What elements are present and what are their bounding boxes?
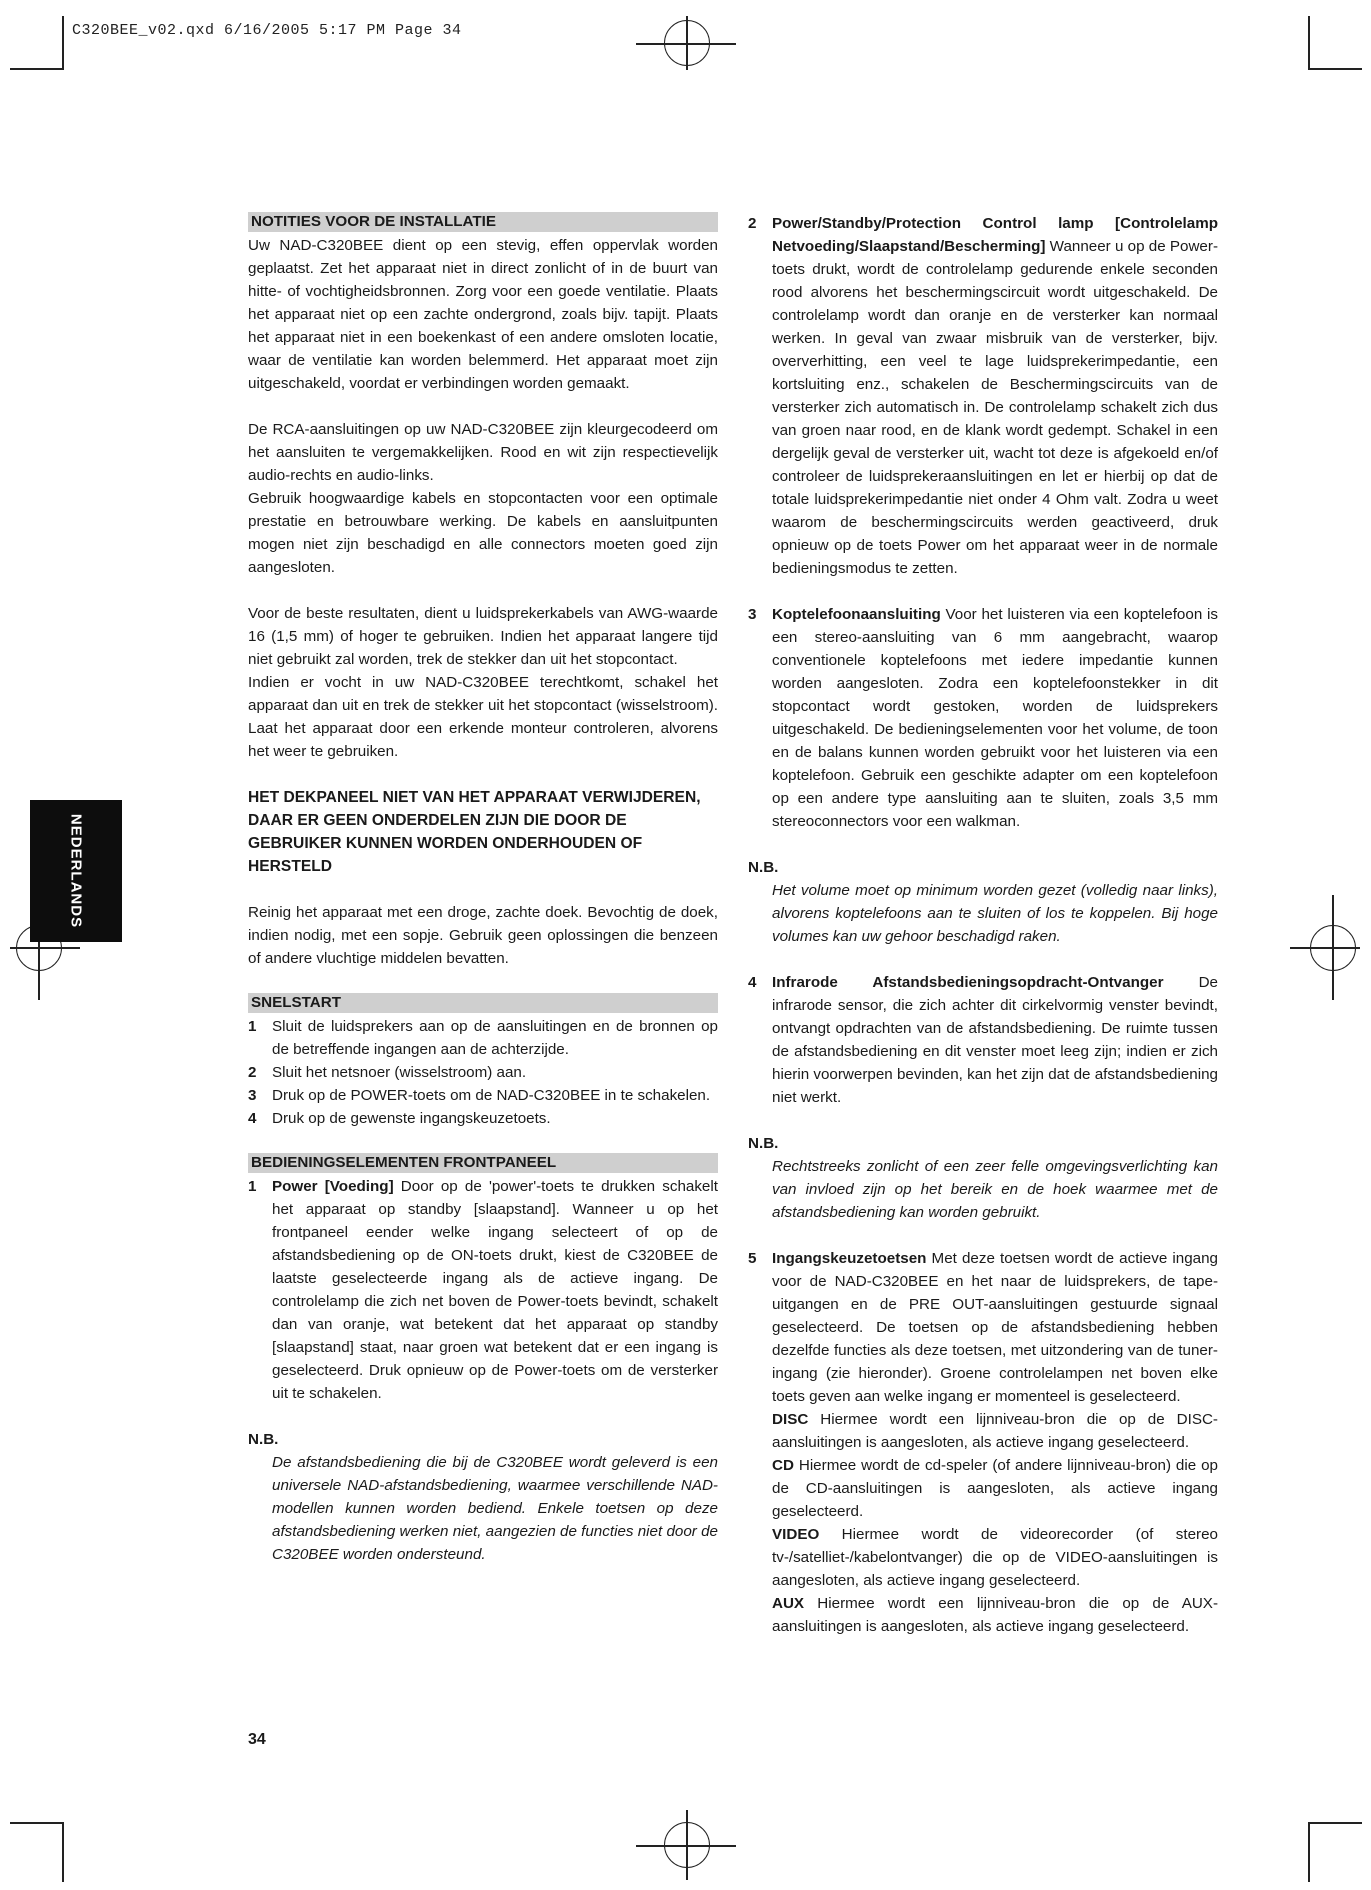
paragraph: De RCA-aansluitingen op uw NAD-C320BEE zijn kleurgecodeerd om het aansluiten te vergemakkelijken. Rood en wit zijn respectievelijk audio-rechts en audio-links. xyxy=(248,421,718,484)
list-item xyxy=(248,1175,718,1405)
list-number: 5 xyxy=(748,1250,757,1267)
list-text: Druk op de gewenste ingangskeuzetoets. xyxy=(272,1110,551,1127)
paragraph: Reinig het apparaat met een droge, zachte doek. Bevochtig de doek, indien nodig, met een sopje. Gebruik geen oplossingen die benzeen of andere vluchtige middelen bevatten. xyxy=(248,904,718,967)
paragraph: Indien er vocht in uw NAD-C320BEE terechtkomt, schakel het apparaat dan uit en trek de stekker uit het stopcontact (wisselstroom). Laat het apparaat door een erkende monteur controleren, alvorens het weer te gebruiken. xyxy=(248,674,718,760)
list-number: 4 xyxy=(748,974,757,991)
registration-line xyxy=(10,947,80,949)
crop-mark xyxy=(10,1822,64,1824)
item-title: Power/Standby/Protection Control lamp [Controlelamp Netvoeding/Slaapstand/Bescherming] xyxy=(772,215,1218,255)
list-number: 3 xyxy=(248,1087,257,1104)
item-title: Power [Voeding] xyxy=(272,1178,394,1195)
language-tab-label: NEDERLANDS xyxy=(67,813,85,929)
section-heading-installation: NOTITIES VOOR DE INSTALLATIE xyxy=(248,212,718,232)
list-item xyxy=(248,1084,718,1107)
print-slug: C320BEE_v02.qxd 6/16/2005 5:17 PM Page 34 xyxy=(72,22,462,39)
input-description xyxy=(772,1592,1218,1638)
input-description xyxy=(772,1454,1218,1523)
list-item xyxy=(748,212,1218,580)
crop-mark xyxy=(1308,68,1362,70)
section-heading-controls: BEDIENINGSELEMENTEN FRONTPANEEL xyxy=(248,1153,718,1173)
left-column xyxy=(248,212,718,1566)
paragraph: Voor de beste resultaten, dient u luidsprekerkabels van AWG-waarde 16 (1,5 mm) of hoger te gebruiken. Indien het apparaat langere tijd niet gebruikt zal worden, trek de stekker dan uit het stopcontact. xyxy=(248,605,718,668)
page-number: 34 xyxy=(248,1731,266,1748)
note-text: De afstandsbediening die bij de C320BEE wordt geleverd is een universele NAD-afstandsbediening, waarmee verschillende NAD-modellen kunnen worden bediend. Enkele toetsen op deze afstandsbediening werken niet, aangezien de functies niet door de C320BEE worden ondersteund. xyxy=(272,1454,718,1563)
list-item xyxy=(748,971,1218,1109)
paragraph: Gebruik hoogwaardige kabels en stopcontacten voor een optimale prestatie en betrouwbare werking. De kabels en aansluitpunten mogen niet zijn beschadigd en alle connectors moeten goed zijn aangesloten. xyxy=(248,490,718,576)
input-description xyxy=(772,1523,1218,1592)
crop-mark xyxy=(10,68,64,70)
item-text: De infrarode sensor, die zich achter dit cirkelvormig venster bevindt, ontvangt opdrachten van de afstandsbediening. De ruimte tussen de afstandsbediening en dit venster moet leeg zijn; indien er zich hierin voorwerpen bevinden, kan het zijn dat de afstandsbediening niet werkt. xyxy=(772,974,1218,1106)
item-text: Wanneer u op de Power-toets drukt, wordt de controlelamp gedurende enkele seconden rood alvorens het beschermingscircuit wordt uitgeschakeld. De controlelamp wordt dan oranje en de versterker kan normaal werken. In geval van zwaar misbruik van de versterker, bijv. oververhitting, een veel te lage luidsprekerimpedantie, een kortsluiting enz., schakelen de Beschermingscircuits van de versterker zich automatisch in. De controlelamp schakelt zich dus van groen naar rood, en de klank wordt gedempt. Schakel in een dergelijk geval de versterker uit, wacht tot deze is afgekoeld en/of controleer de luidsprekeraansluitingen en let er hierbij op dat de totale luidsprekerimpedantie niet onder 4 Ohm valt. Zodra u weet waarom de beschermingscircuits werden geactiveerd, druk opnieuw op de toets Power om het apparaat weer in de normale bedieningsmodus te zetten. xyxy=(772,238,1218,577)
list-item xyxy=(748,603,1218,833)
item-text: Door op de 'power'-toets te drukken schakelt het apparaat op standby [slaapstand]. Wanneer u op het frontpaneel eender welke ingang selecteert of op de afstandsbediening op de ON-toets drukt, kiest de C320BEE de laatste geselecteerde ingang als de actieve ingang. De controlelamp die zich net boven de Power-toets bevindt, schakelt dan van oranje, wat betekent dat het apparaat op standby [slaapstand] staat, naar groen wat betekent dat er een ingang is geselecteerd. Druk opnieuw op de Power-toets om de versterker uit te schakelen. xyxy=(272,1178,718,1402)
input-text: Hiermee wordt een lijnniveau-bron die op de DISC-aansluitingen is aangesloten, als actieve ingang geselecteerd. xyxy=(772,1411,1218,1451)
item-title: Koptelefoonaansluiting xyxy=(772,606,941,623)
list-number: 1 xyxy=(248,1018,257,1035)
item-text: Met deze toetsen wordt de actieve ingang voor de NAD-C320BEE en het naar de luidsprekers, de tape-uitgangen en de PRE OUT-aansluitingen gestuurde signaal geselecteerd. De toetsen op de afstandsbediening hebben dezelfde functies als deze toetsen, met uitzondering van de tuner-ingang (zie hieronder). Groene controlelampen net boven elke toets geven aan welke ingang er momenteel is geselecteerd. xyxy=(772,1250,1218,1405)
crop-mark xyxy=(1308,1822,1310,1882)
note-text: Rechtstreeks zonlicht of een zeer felle omgevingsverlichting kan van invloed zijn op het bereik en de hoek waarmee met de afstandsbediening kan worden gebruikt. xyxy=(772,1158,1218,1221)
list-text: Druk op de POWER-toets om de NAD-C320BEE in te schakelen. xyxy=(272,1087,711,1104)
input-label: AUX xyxy=(772,1595,805,1612)
list-item xyxy=(248,1107,718,1130)
note-label: N.B. xyxy=(248,1431,279,1448)
list-number: 4 xyxy=(248,1110,257,1127)
list-number: 3 xyxy=(748,606,757,623)
registration-line xyxy=(1290,947,1360,949)
warning-title: HET DEKPANEEL NIET VAN HET APPARAAT VERWIJDEREN, DAAR ER GEEN ONDERDELEN ZIJN DIE DOOR DE GEBRUIKER KUNNEN WORDEN ONDERHOUDEN OF HERSTELD xyxy=(248,789,701,875)
right-column xyxy=(748,212,1218,1638)
crop-mark xyxy=(62,16,64,70)
list-number: 1 xyxy=(248,1178,257,1195)
registration-line xyxy=(636,43,736,45)
input-label: CD xyxy=(772,1457,794,1474)
item-title: Ingangskeuzetoetsen xyxy=(772,1250,927,1267)
crop-mark xyxy=(62,1822,64,1882)
item-title: Infrarode Afstandsbedieningsopdracht-Ontvanger xyxy=(772,974,1164,991)
note-label: N.B. xyxy=(748,1135,779,1152)
list-text: Sluit de luidsprekers aan op de aansluitingen en de bronnen op de betreffende ingangen aan de achterzijde. xyxy=(272,1018,718,1058)
note-text: Het volume moet op minimum worden gezet (volledig naar links), alvorens koptelefoons aan te sluiten of los te koppelen. Bij hoge volumes kan uw gehoor beschadigd raken. xyxy=(772,882,1218,945)
input-text: Hiermee wordt de videorecorder (of stereo tv-/satelliet-/kabelontvanger) die op de VIDEO-aansluitingen is aangesloten, als actieve ingang geselecteerd. xyxy=(772,1526,1218,1589)
input-label: DISC xyxy=(772,1411,809,1428)
list-text: Sluit het netsnoer (wisselstroom) aan. xyxy=(272,1064,527,1081)
note-label: N.B. xyxy=(748,859,779,876)
crop-mark xyxy=(1308,16,1310,70)
input-text: Hiermee wordt de cd-speler (of andere lijnniveau-bron) die op de CD-aansluitingen is aangesloten, als actieve ingang geselecteerd. xyxy=(772,1457,1218,1520)
item-text: Voor het luisteren via een koptelefoon is een stereo-aansluiting van 6 mm aangebracht, waarop conventionele koptelefoons met iedere impedantie kunnen worden aangesloten. Zodra een koptelefoonstekker in dit stopcontact wordt gestoken, worden de luidsprekers uitgeschakeld. De bedieningselementen voor het volume, de toon en de balans kunnen worden gebruikt voor het luisteren via een koptelefoon. Gebruik een geschikte adapter om een koptelefoon op een andere type aansluiting aan te sluiten, zoals 3,5 mm stereoconnectors voor een walkman. xyxy=(772,606,1218,830)
list-number: 2 xyxy=(248,1064,257,1081)
list-number: 2 xyxy=(748,215,757,232)
list-item xyxy=(748,1247,1218,1408)
crop-mark xyxy=(1308,1822,1362,1824)
input-label: VIDEO xyxy=(772,1526,820,1543)
input-description xyxy=(772,1408,1218,1454)
paragraph: Uw NAD-C320BEE dient op een stevig, effen oppervlak worden geplaatst. Zet het apparaat niet in direct zonlicht of in de buurt van hitte- of vochtigheidsbronnen. Zorg voor een goede ventilatie. Plaats het apparaat niet op een zachte ondergrond, zoals bijv. tapijt. Plaats het apparaat niet in een boekenkast of een andere omsloten locatie, waar de ventilatie kan worden belemmerd. Het apparaat moet zijn uitgeschakeld, voordat er verbindingen worden gemaakt. xyxy=(248,237,718,392)
input-text: Hiermee wordt een lijnniveau-bron die op de AUX-aansluitingen is aangesloten, als actieve ingang geselecteerd. xyxy=(772,1595,1218,1635)
list-item xyxy=(248,1015,718,1061)
section-heading-quickstart: SNELSTART xyxy=(248,993,718,1013)
list-item xyxy=(248,1061,718,1084)
language-tab xyxy=(30,800,122,942)
registration-line xyxy=(636,1845,736,1847)
